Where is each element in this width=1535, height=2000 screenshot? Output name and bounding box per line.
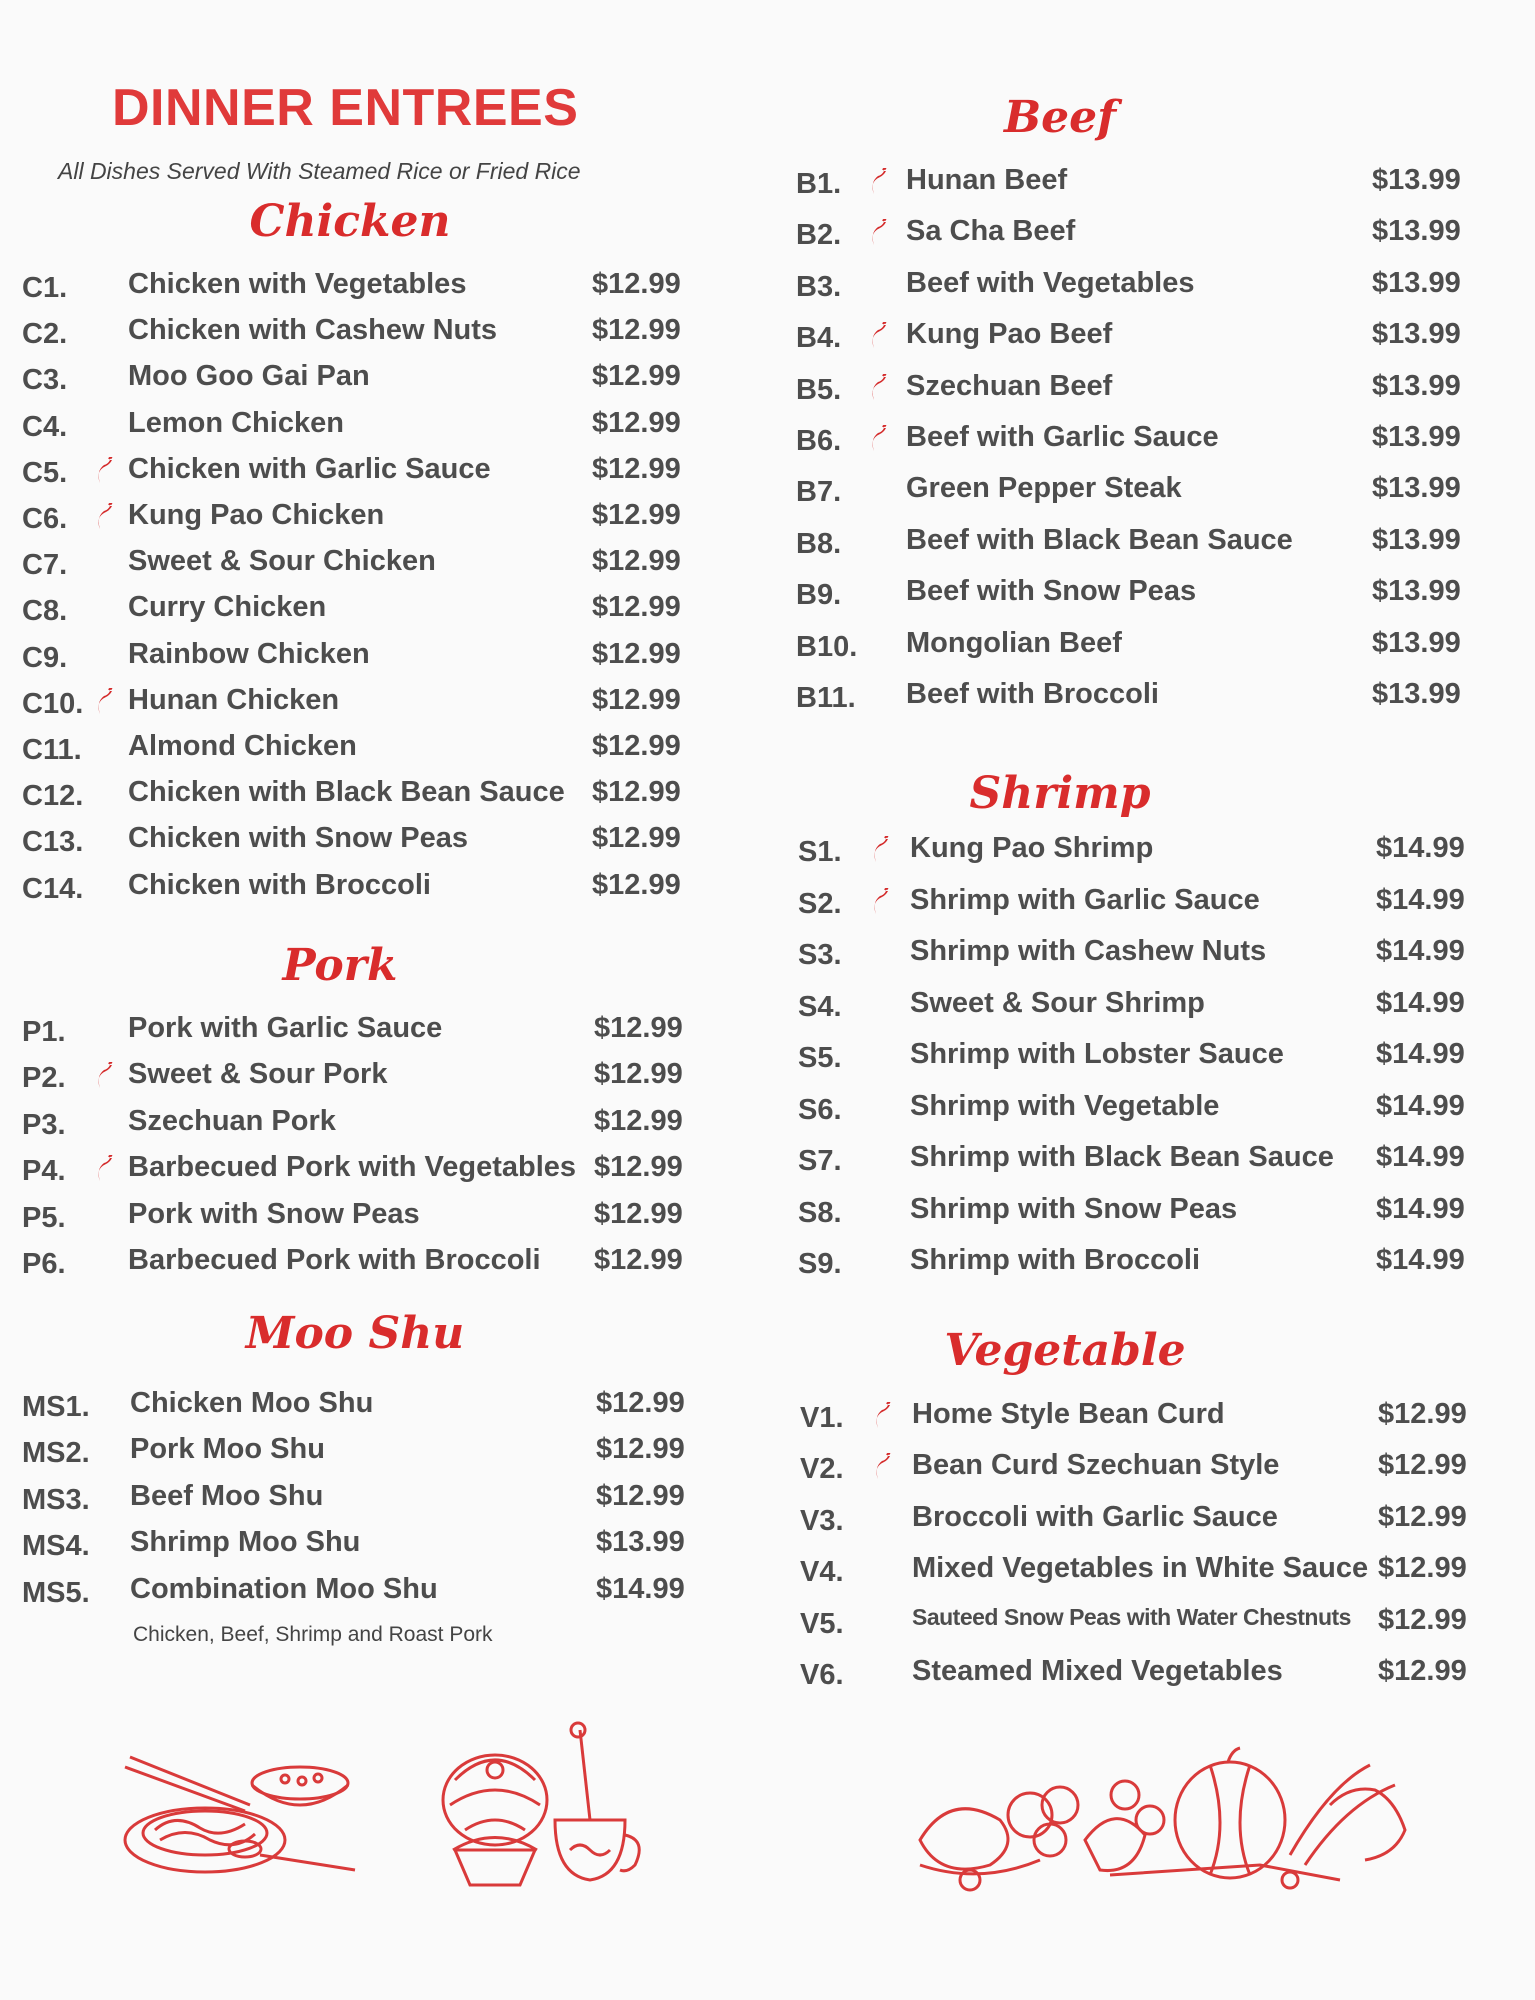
- item-code: B2.: [796, 219, 842, 252]
- item-name: Beef with Broccoli: [906, 678, 1159, 710]
- item-code: C13.: [22, 826, 84, 859]
- chili-pepper-icon: [872, 1400, 894, 1430]
- item-price: $13.99: [1372, 318, 1461, 351]
- menu-item-p1: [22, 1012, 722, 1052]
- item-code: C14.: [22, 872, 84, 905]
- item-name: Green Pepper Steak: [906, 472, 1182, 505]
- menu-title: DINNER ENTREES: [112, 79, 579, 137]
- item-price: $14.99: [1376, 883, 1465, 916]
- item-price: $12.99: [594, 1151, 683, 1184]
- item-name: Chicken with Cashew Nuts: [128, 314, 498, 347]
- menu-item-b5: [796, 370, 1496, 410]
- item-code: V6.: [800, 1659, 844, 1691]
- item-name: Sweet & Sour Chicken: [128, 545, 436, 578]
- item-code: V2.: [800, 1453, 844, 1486]
- section-title-vegetable: Vegetable: [944, 1325, 1186, 1376]
- item-name: Beef with Garlic Sauce: [906, 421, 1219, 453]
- item-code: MS1.: [22, 1391, 90, 1423]
- chili-pepper-icon: [94, 501, 116, 531]
- menu-item-c10: [22, 684, 722, 724]
- item-price: $13.99: [1372, 369, 1461, 402]
- item-code: MS3.: [22, 1483, 90, 1516]
- item-price: $12.99: [592, 499, 681, 531]
- menu-item-b4: [796, 318, 1496, 358]
- item-name: Kung Pao Chicken: [128, 499, 385, 531]
- menu-item-b10: [796, 627, 1496, 667]
- combination-note: Chicken, Beef, Shrimp and Roast Pork: [133, 1623, 493, 1646]
- chili-pepper-icon: [94, 686, 116, 716]
- item-name: Home Style Bean Curd: [912, 1398, 1225, 1430]
- item-name: Sweet & Sour Shrimp: [910, 986, 1205, 1019]
- menu-item-v2: [800, 1449, 1500, 1489]
- menu-item-b8: [796, 524, 1496, 564]
- item-code: C1.: [22, 272, 68, 304]
- item-code: S3.: [798, 939, 842, 971]
- item-name: Lemon Chicken: [128, 406, 344, 439]
- menu-item-v5: [800, 1604, 1500, 1644]
- menu-item-c5: [22, 453, 722, 493]
- menu-item-ms1: [22, 1387, 722, 1427]
- item-price: $14.99: [1376, 1089, 1465, 1122]
- item-code: C7.: [22, 549, 68, 582]
- menu-item-ms2: [22, 1433, 722, 1473]
- item-name: Shrimp with Vegetable: [910, 1089, 1220, 1122]
- item-name: Combination Moo Shu: [130, 1572, 438, 1605]
- item-code: B5.: [796, 373, 842, 406]
- item-code: C9.: [22, 641, 68, 674]
- item-price: $12.99: [1378, 1500, 1467, 1533]
- menu-item-ms3: [22, 1480, 722, 1520]
- item-price: $13.99: [1372, 626, 1461, 659]
- section-title-chicken: Chicken: [249, 196, 451, 247]
- item-name: Szechuan Pork: [128, 1104, 336, 1137]
- item-code: B6.: [796, 425, 842, 457]
- chili-pepper-icon: [868, 217, 890, 247]
- chili-pepper-icon: [94, 1153, 116, 1183]
- menu-item-s3: [798, 935, 1498, 975]
- menu-item-c3: [22, 360, 722, 400]
- item-price: $12.99: [1378, 1552, 1467, 1585]
- item-code: P6.: [22, 1248, 66, 1280]
- item-price: $12.99: [1378, 1603, 1467, 1636]
- item-name: Sweet & Sour Pork: [128, 1058, 388, 1091]
- menu-item-b9: [796, 575, 1496, 615]
- menu-item-s2: [798, 884, 1498, 924]
- item-code: S9.: [798, 1248, 842, 1280]
- menu-item-c13: [22, 822, 722, 862]
- item-code: C2.: [22, 318, 68, 351]
- menu-item-c11: [22, 730, 722, 770]
- menu-subtitle: All Dishes Served With Steamed Rice or Fried Rice: [58, 158, 581, 184]
- item-name: Broccoli with Garlic Sauce: [912, 1500, 1278, 1533]
- item-name: Shrimp with Cashew Nuts: [910, 935, 1267, 967]
- item-price: $12.99: [1378, 1655, 1467, 1687]
- item-name: Pork with Garlic Sauce: [128, 1012, 443, 1044]
- item-price: $12.99: [592, 314, 681, 347]
- item-name: Chicken with Vegetables: [128, 268, 467, 300]
- item-name: Pork with Snow Peas: [128, 1197, 420, 1230]
- item-code: B8.: [796, 527, 842, 560]
- menu-item-ms4: [22, 1526, 722, 1566]
- chili-pepper-icon: [868, 166, 890, 196]
- menu-item-b7: [796, 472, 1496, 512]
- item-code: C11.: [22, 734, 82, 766]
- item-name: Hunan Chicken: [128, 683, 340, 716]
- item-name: Curry Chicken: [128, 591, 327, 624]
- item-code: MS5.: [22, 1576, 90, 1609]
- item-code: S7.: [798, 1145, 842, 1177]
- menu-item-s1: [798, 832, 1498, 872]
- item-code: B11.: [796, 682, 856, 714]
- item-name: Kung Pao Beef: [906, 318, 1113, 351]
- item-price: $12.99: [592, 730, 681, 762]
- item-price: $14.99: [1376, 1038, 1465, 1070]
- item-name: Beef with Snow Peas: [906, 575, 1197, 608]
- menu-item-v3: [800, 1501, 1500, 1541]
- item-price: $12.99: [594, 1058, 683, 1091]
- menu-item-p6: [22, 1244, 722, 1284]
- item-code: MS4.: [22, 1530, 90, 1563]
- item-code: V3.: [800, 1504, 844, 1537]
- item-code: V4.: [800, 1556, 844, 1589]
- item-price: $12.99: [596, 1479, 685, 1512]
- item-price: $12.99: [592, 591, 681, 624]
- menu-item-s5: [798, 1038, 1498, 1078]
- item-code: P5.: [22, 1201, 66, 1234]
- item-code: C8.: [22, 595, 68, 628]
- menu-item-s4: [798, 987, 1498, 1027]
- item-price: $12.99: [592, 406, 681, 439]
- item-code: C12.: [22, 780, 84, 813]
- menu-item-s9: [798, 1244, 1498, 1284]
- chili-pepper-icon: [868, 423, 890, 453]
- menu-item-v6: [800, 1655, 1500, 1695]
- chili-pepper-icon: [94, 455, 116, 485]
- item-price: $12.99: [594, 1244, 683, 1276]
- menu-item-p4: [22, 1151, 722, 1191]
- item-code: C5.: [22, 456, 68, 489]
- item-name: Beef with Black Bean Sauce: [906, 523, 1293, 556]
- menu-item-b6: [796, 421, 1496, 461]
- menu-item-c8: [22, 591, 722, 631]
- item-price: $14.99: [1376, 1244, 1465, 1276]
- item-code: B1.: [796, 168, 842, 200]
- dessert-tea-illustration: [425, 1720, 655, 1895]
- item-name: Shrimp with Broccoli: [910, 1244, 1201, 1276]
- item-price: $12.99: [596, 1433, 685, 1466]
- menu-item-b2: [796, 215, 1496, 255]
- item-price: $14.99: [1376, 1141, 1465, 1173]
- menu-item-c14: [22, 869, 722, 909]
- menu-item-c6: [22, 499, 722, 539]
- item-code: B7.: [796, 476, 842, 509]
- item-price: $12.99: [592, 683, 681, 716]
- item-price: $12.99: [592, 776, 681, 809]
- item-code: S8.: [798, 1196, 842, 1229]
- item-name: Sa Cha Beef: [906, 215, 1076, 248]
- chili-pepper-icon: [94, 1060, 116, 1090]
- item-name: Almond Chicken: [128, 730, 357, 762]
- item-name: Barbecued Pork with Vegetables: [128, 1151, 577, 1184]
- item-code: S2.: [798, 887, 842, 920]
- item-code: B9.: [796, 579, 842, 612]
- item-code: V1.: [800, 1402, 844, 1434]
- item-name: Shrimp with Garlic Sauce: [910, 883, 1260, 916]
- item-name: Mongolian Beef: [906, 626, 1122, 659]
- item-name: Rainbow Chicken: [128, 637, 370, 670]
- section-title-shrimp: Shrimp: [969, 768, 1151, 819]
- item-price: $14.99: [1376, 986, 1465, 1019]
- item-price: $12.99: [592, 868, 681, 901]
- menu-item-s8: [798, 1193, 1498, 1233]
- item-name: Shrimp with Black Bean Sauce: [910, 1141, 1334, 1173]
- item-price: $13.99: [1372, 575, 1461, 608]
- item-code: P2.: [22, 1062, 66, 1095]
- section-title-beef: Beef: [1003, 92, 1117, 143]
- item-price: $12.99: [592, 360, 681, 393]
- item-name: Shrimp with Lobster Sauce: [910, 1038, 1284, 1070]
- item-code: P4.: [22, 1155, 66, 1188]
- vegetables-illustration: [910, 1745, 1420, 1895]
- item-name: Beef with Vegetables: [906, 266, 1195, 299]
- item-name: Chicken Moo Shu: [130, 1387, 374, 1419]
- menu-item-c12: [22, 776, 722, 816]
- item-price: $14.99: [1376, 1192, 1465, 1225]
- chili-pepper-icon: [868, 372, 890, 402]
- menu-item-c9: [22, 638, 722, 678]
- item-price: $14.99: [1376, 935, 1465, 967]
- item-code: MS2.: [22, 1437, 90, 1470]
- item-price: $13.99: [1372, 164, 1461, 196]
- menu-item-c7: [22, 545, 722, 585]
- item-name: Shrimp Moo Shu: [130, 1526, 361, 1559]
- item-code: P1.: [22, 1016, 66, 1048]
- item-code: S1.: [798, 836, 842, 868]
- chili-pepper-icon: [870, 834, 892, 864]
- chili-pepper-icon: [870, 886, 892, 916]
- item-price: $12.99: [594, 1197, 683, 1230]
- item-price: $13.99: [596, 1526, 685, 1559]
- item-name: Sauteed Snow Peas with Water Chestnuts: [912, 1603, 1351, 1630]
- item-price: $12.99: [592, 545, 681, 578]
- item-name: Beef Moo Shu: [130, 1479, 324, 1512]
- menu-item-c4: [22, 407, 722, 447]
- item-code: P3.: [22, 1108, 66, 1141]
- item-name: Hunan Beef: [906, 164, 1068, 196]
- chili-pepper-icon: [868, 320, 890, 350]
- item-price: $14.99: [596, 1572, 685, 1605]
- menu-item-p5: [22, 1198, 722, 1238]
- menu-item-ms5: [22, 1573, 722, 1613]
- item-code: B3.: [796, 270, 842, 303]
- item-price: $12.99: [594, 1104, 683, 1137]
- item-name: Moo Goo Gai Pan: [128, 360, 370, 393]
- item-code: C4.: [22, 410, 68, 443]
- item-name: Steamed Mixed Vegetables: [912, 1655, 1283, 1687]
- item-name: Kung Pao Shrimp: [910, 832, 1154, 864]
- menu-item-c1: [22, 268, 722, 308]
- item-code: S4.: [798, 990, 842, 1023]
- item-price: $12.99: [592, 822, 681, 855]
- item-name: Chicken with Broccoli: [128, 868, 431, 901]
- menu-item-p3: [22, 1105, 722, 1145]
- item-price: $12.99: [1378, 1449, 1467, 1482]
- menu-item-v1: [800, 1398, 1500, 1438]
- item-name: Chicken with Black Bean Sauce: [128, 776, 565, 809]
- item-code: S5.: [798, 1042, 842, 1074]
- noodle-bowl-illustration: [110, 1745, 360, 1885]
- menu-item-p2: [22, 1058, 722, 1098]
- section-title-pork: Pork: [282, 940, 398, 991]
- menu-item-s6: [798, 1090, 1498, 1130]
- item-price: $12.99: [592, 637, 681, 670]
- item-name: Barbecued Pork with Broccoli: [128, 1244, 541, 1276]
- item-name: Chicken with Garlic Sauce: [128, 452, 491, 485]
- menu-item-c2: [22, 314, 722, 354]
- chili-pepper-icon: [872, 1451, 894, 1481]
- item-code: V5.: [800, 1607, 844, 1640]
- item-name: Chicken with Snow Peas: [128, 822, 469, 855]
- menu-item-b11: [796, 678, 1496, 718]
- item-price: $12.99: [596, 1387, 685, 1419]
- item-price: $12.99: [592, 268, 681, 300]
- item-code: C6.: [22, 503, 68, 535]
- item-price: $13.99: [1372, 472, 1461, 505]
- item-price: $13.99: [1372, 523, 1461, 556]
- item-price: $13.99: [1372, 266, 1461, 299]
- item-price: $12.99: [1378, 1398, 1467, 1430]
- menu-item-s7: [798, 1141, 1498, 1181]
- item-code: B10.: [796, 630, 858, 663]
- item-code: C10.: [22, 687, 84, 720]
- item-price: $14.99: [1376, 832, 1465, 864]
- item-name: Pork Moo Shu: [130, 1433, 325, 1466]
- menu-item-b1: [796, 164, 1496, 204]
- item-code: B4.: [796, 322, 842, 355]
- item-name: Szechuan Beef: [906, 369, 1113, 402]
- item-price: $13.99: [1372, 215, 1461, 248]
- item-name: Bean Curd Szechuan Style: [912, 1449, 1280, 1482]
- section-title-mooshu: Moo Shu: [245, 1308, 465, 1359]
- item-price: $12.99: [594, 1012, 683, 1044]
- item-price: $13.99: [1372, 421, 1461, 453]
- item-code: S6.: [798, 1093, 842, 1126]
- item-name: Mixed Vegetables in White Sauce: [912, 1552, 1369, 1585]
- menu-item-v4: [800, 1552, 1500, 1592]
- menu-item-b3: [796, 267, 1496, 307]
- item-name: Shrimp with Snow Peas: [910, 1192, 1238, 1225]
- item-code: C3.: [22, 364, 68, 397]
- item-price: $12.99: [592, 452, 681, 485]
- item-price: $13.99: [1372, 678, 1461, 710]
